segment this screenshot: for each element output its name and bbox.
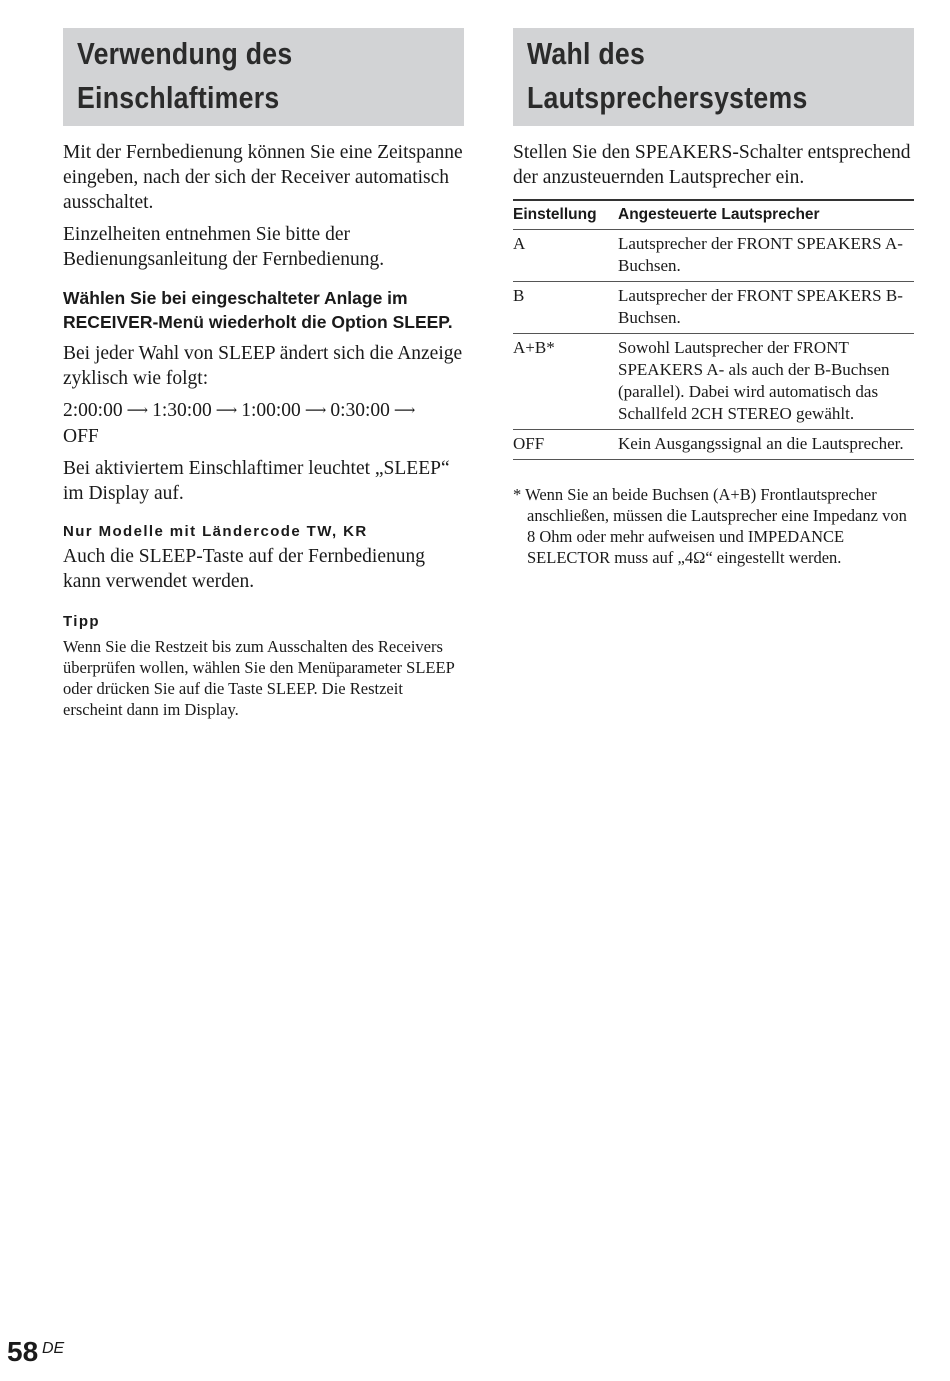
- sequence-step: 2:00:00: [63, 400, 123, 421]
- setting-cell: A: [513, 230, 618, 282]
- column-header-setting: Einstellung: [513, 200, 618, 230]
- column-header-speakers: Angesteuerte Lautsprecher: [618, 200, 914, 230]
- section-banner-speakers: [513, 28, 914, 126]
- table-row: [513, 230, 914, 282]
- section-heading-sleep-timer: [77, 32, 410, 120]
- setting-cell: B: [513, 282, 618, 334]
- setting-cell: OFF: [513, 430, 618, 460]
- arrow-right-icon: ⟶: [304, 403, 327, 419]
- sequence-step: OFF: [63, 426, 99, 447]
- speakers-cell: Sowohl Lautsprecher der FRONT SPEAKERS A- als auch der B-Buchsen (parallel). Dabei wird automatisch das Schallfeld 2CH STEREO gewählt.: [618, 334, 914, 430]
- intro-paragraph: Mit der Fernbedienung können Sie eine Zeitspanne eingeben, nach der sich der Receiver automatisch ausschaltet.: [63, 142, 463, 213]
- heading-line-2: Einschlaftimers: [77, 80, 280, 115]
- table-header-row: [513, 200, 914, 230]
- speakers-intro: Stellen Sie den SPEAKERS-Schalter entsprechend der anzusteuernden Lautsprecher ein.: [513, 142, 911, 188]
- intro-paragraph-2: Einzelheiten entnehmen Sie bitte der Bedienungsanleitung der Fernbedienung.: [63, 224, 385, 270]
- left-column: [63, 28, 464, 720]
- right-column: [513, 28, 914, 568]
- arrow-right-icon: ⟶: [126, 403, 149, 419]
- table-row: [513, 334, 914, 430]
- heading-line-1: Verwendung des: [77, 36, 293, 71]
- table-footnote: * Wenn Sie an beide Buchsen (A+B) Frontlautsprecher anschließen, müssen die Lautsprecher eine Impedanz von 8 Ohm oder mehr aufweisen und IMPEDANCE SELECTOR muss auf „4Ω“ eingestellt werden.: [513, 485, 907, 567]
- tip-paragraph: Wenn Sie die Restzeit bis zum Ausschalten des Receivers überprüfen wollen, wählen Sie den Menüparameter SLEEP oder drücken Sie auf die Taste SLEEP. Die Restzeit erscheint dann im Display.: [63, 637, 455, 719]
- table-row: [513, 282, 914, 334]
- models-paragraph: Auch die SLEEP-Taste auf der Fernbedienung kann verwendet werden.: [63, 546, 425, 592]
- section-heading-speakers: [527, 32, 860, 120]
- setting-cell: A+B*: [513, 334, 618, 430]
- tip-heading: Tipp: [63, 613, 100, 630]
- arrow-right-icon: ⟶: [215, 403, 238, 419]
- page-number: 58: [7, 1336, 39, 1367]
- active-paragraph: Bei aktiviertem Einschlaftimer leuchtet „SLEEP“ im Display auf.: [63, 458, 450, 504]
- arrow-right-icon: ⟶: [393, 403, 416, 419]
- page-language-suffix: DE: [42, 1340, 65, 1357]
- sequence-step: 1:00:00: [241, 400, 301, 421]
- sleep-sequence: [63, 398, 464, 449]
- heading-line-1: Wahl des: [527, 36, 646, 71]
- heading-line-2: Lautsprechersystems: [527, 80, 808, 115]
- speaker-settings-table: [513, 199, 914, 460]
- sequence-step: 1:30:00: [152, 400, 212, 421]
- cycle-paragraph: Bei jeder Wahl von SLEEP ändert sich die Anzeige zyklisch wie folgt:: [63, 343, 463, 389]
- speakers-cell: Kein Ausgangssignal an die Lautsprecher.: [618, 430, 914, 460]
- speakers-cell: Lautsprecher der FRONT SPEAKERS A-Buchsen.: [618, 230, 914, 282]
- step-instruction: Wählen Sie bei eingeschalteter Anlage im RECEIVER-Menü wiederholt die Option SLEEP.: [63, 288, 453, 332]
- section-banner-sleep-timer: [63, 28, 464, 126]
- table-row: [513, 430, 914, 460]
- models-subheading: Nur Modelle mit Ländercode TW, KR: [63, 523, 368, 540]
- speakers-cell: Lautsprecher der FRONT SPEAKERS B-Buchsen.: [618, 282, 914, 334]
- sequence-step: 0:30:00: [330, 400, 390, 421]
